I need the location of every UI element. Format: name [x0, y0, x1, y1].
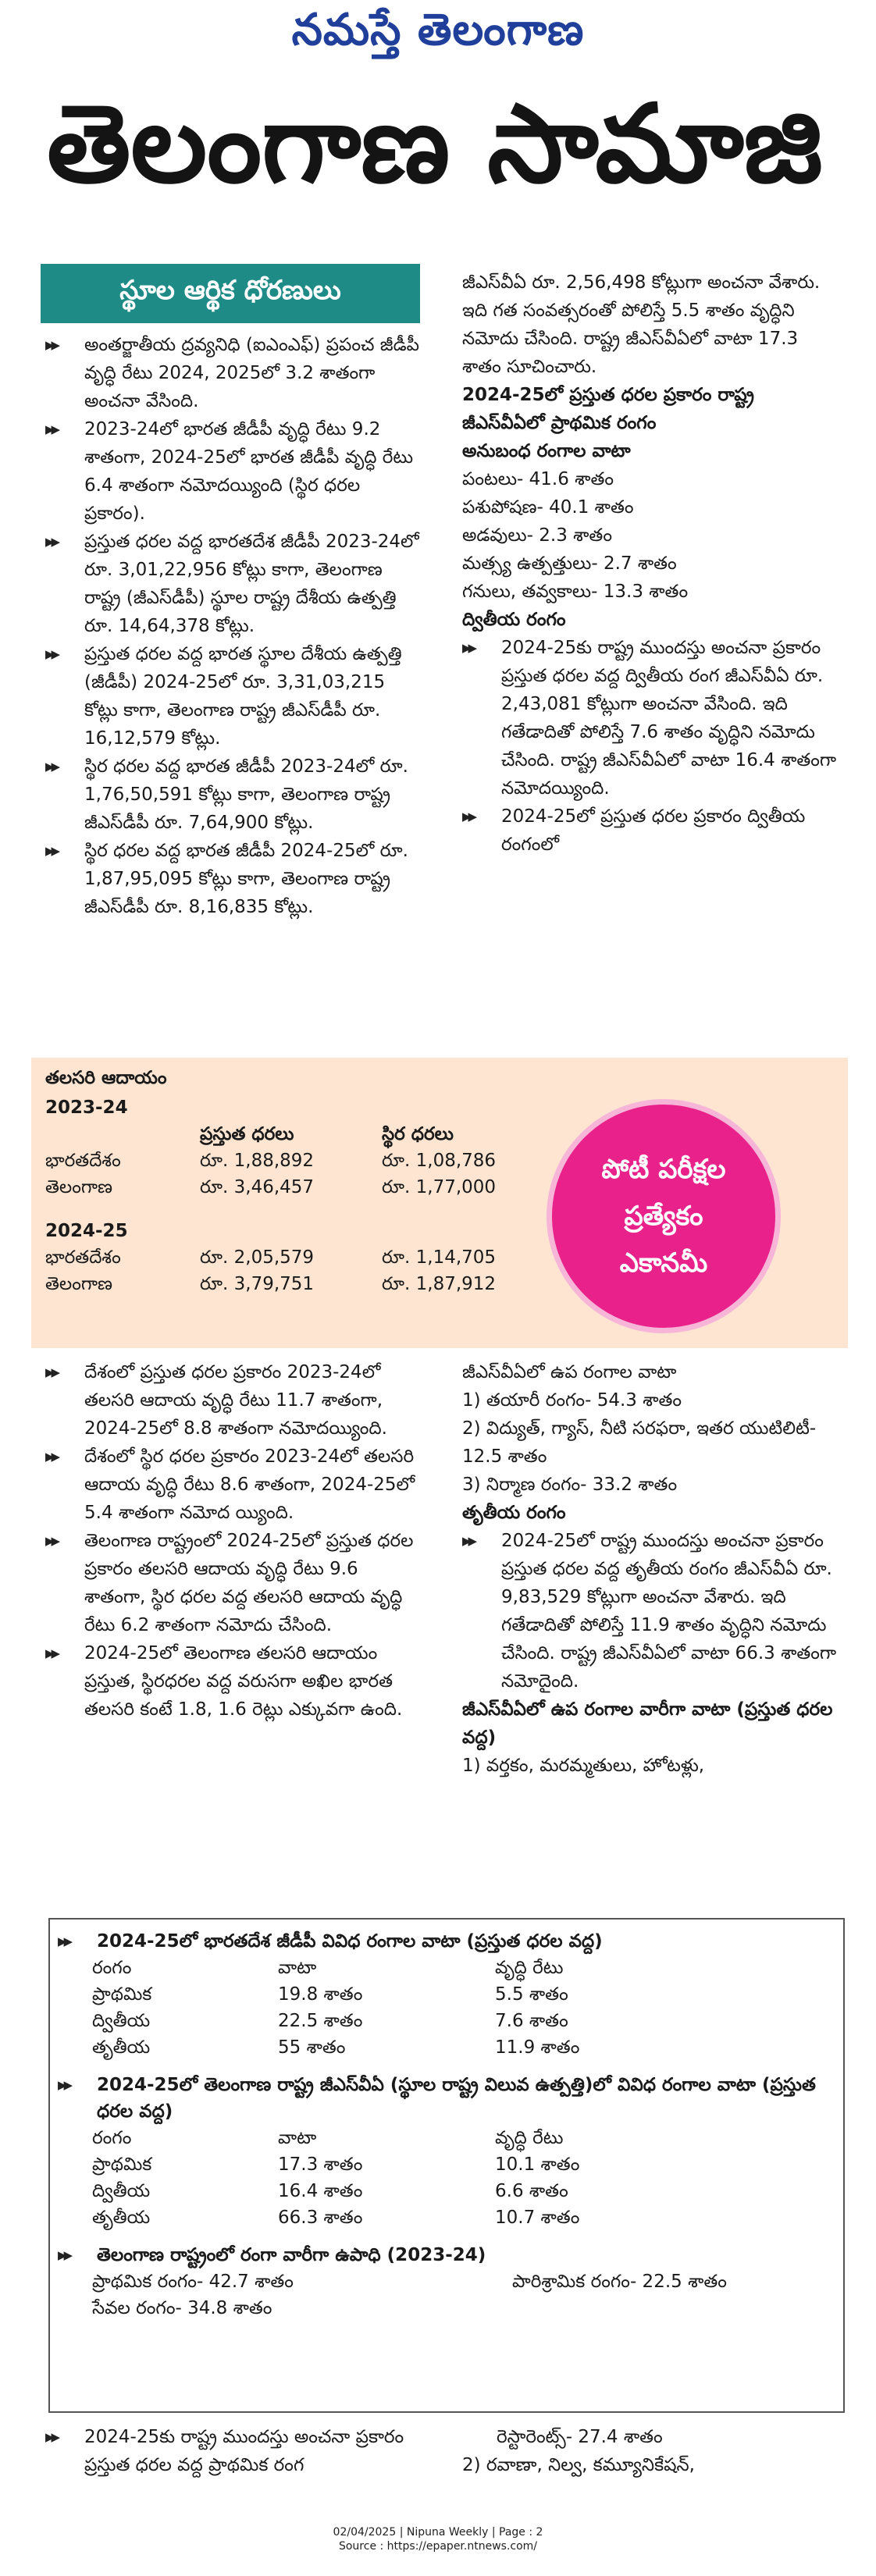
badge-line: ఎకానమీ — [619, 1247, 708, 1279]
value-cell: 19.8 శాతం — [278, 1984, 363, 2005]
table-row — [92, 2008, 593, 2034]
table-title: ▶▶ 2024-25లో తెలంగాణ రాష్ట్ర జీఎస్‌వీఏ (స్థూల రాష్ట్ర విలువ ఉత్పత్తి)లో వివిధ రంగాల వాటా (ప్రస్తుత ధరల వద్ద) — [58, 2072, 835, 2125]
right-column-bottom — [462, 2423, 841, 2479]
column-header: రంగం — [92, 2128, 132, 2148]
column-header: వాటా — [278, 2128, 317, 2148]
subheading: జీఎస్‌వీఏలో ఉప రంగాల వారీగా వాటా (ప్రస్తుత ధరల వద్ద) — [462, 1699, 833, 1748]
year-label: 2023-24 — [45, 1098, 128, 1118]
bullet-item: ▶▶ దేశంలో ప్రస్తుత ధరల ప్రకారం 2023-24లో తలసరి ఆదాయ వృద్ధి రేటు 11.7 శాతంగా, 2024-25లో 8.8 శాతంగా నమోదయ్యింది. — [45, 1358, 424, 1443]
share-line: గనులు, తవ్వకాలు- 13.3 శాతం — [462, 582, 689, 602]
sector-cell: తృతీయ — [92, 2208, 151, 2228]
employment-cell: సేవల రంగం- 34.8 శాతం — [92, 2298, 272, 2318]
employment-cell: ప్రాథమిక రంగం- 42.7 శాతం — [92, 2272, 294, 2292]
table-row — [45, 1174, 510, 1201]
bullet-item: ▶▶ 2024-25లో రాష్ట్ర ముందస్తు అంచనా ప్రకారం ప్రస్తుత ధరల వద్ద తృతీయ రంగం జీఎస్‌వీఏ రూ. 9,83,529 కోట్లుగా అంచనా వేశారు. ఇది గతేడాదితో పోలిస్తే 11.9 శాతం వృద్ధిని నమోదు చేసింది. రాష్ట్ర జీఎస్‌వీఏలో వాటా 66.3 శాతంగా నమోదైంది. — [462, 1527, 841, 1695]
share-line: 1) తయారీ రంగం- 54.3 శాతం — [462, 1390, 682, 1411]
footer-date-line: 02/04/2025 | Nipuna Weekly | Page : 2 — [333, 2526, 543, 2539]
table-row — [92, 2268, 741, 2295]
country-cell: తెలంగాణ — [45, 1274, 113, 1294]
column-header: రంగం — [92, 1958, 132, 1978]
employment-cell: పారిశ్రామిక రంగం- 22.5 శాతం — [512, 2272, 727, 2292]
year-label: 2024-25 — [45, 1221, 128, 1241]
india-gdp-table — [92, 1955, 593, 2061]
bullet-item: ▶▶ 2023-24లో భారత జీడీపీ వృద్ధి రేటు 9.2 శాతంగా, 2024-25లో భారత జీడీపీ వృద్ధి రేటు 6.4 శాతంగా నమోదయ్యింది (స్థిర ధరల ప్రకారం). — [45, 415, 424, 528]
numbered-line: రెస్టారెంట్స్- 27.4 శాతం — [497, 2427, 663, 2447]
left-column-upper — [45, 331, 424, 921]
column-header: వృద్ధి రేటు — [495, 1958, 564, 1978]
income-table-2024-25 — [45, 1244, 510, 1297]
table-row — [92, 2178, 593, 2204]
value-cell: రూ. 3,79,751 — [200, 1274, 315, 1294]
value-cell: 11.9 శాతం — [495, 2037, 580, 2058]
page-footer — [0, 2525, 876, 2553]
income-table-2023-24 — [45, 1121, 510, 1201]
badge-line: పోటీ పరీక్షల — [601, 1154, 726, 1185]
table-title: ▶▶ తెలంగాణ రాష్ట్రంలో రంగా వారీగా ఉపాధి (2023-24) — [58, 2242, 835, 2268]
value-cell: రూ. 1,08,786 — [382, 1151, 497, 1171]
subheading: ద్వితీయ రంగం — [462, 610, 566, 630]
bullet-item: ▶▶ 2024-25కు రాష్ట్ర ముందస్తు అంచనా ప్రకారం ప్రస్తుత ధరల వద్ద ద్వితీయ రంగ జీఎస్‌వీఏ రూ. 2,43,081 కోట్లుగా అంచనా వేసింది. ఇది గతేడాదితో పోలిస్తే 7.6 శాతం వృద్ధిని నమోదు చేసింది. రాష్ట్ర జీఎస్‌వీఏలో వాటా 16.4 శాతంగా నమోదయ్యింది. — [462, 634, 841, 802]
numbered-line: 1) వర్తకం, మరమ్మతులు, హోటళ్లు, — [462, 1756, 705, 1776]
right-column-middle — [462, 1358, 841, 1780]
bullet-item: ▶▶ 2024-25లో ప్రస్తుత ధరల ప్రకారం ద్వితీయ రంగంలో — [462, 802, 841, 859]
right-column-upper — [462, 269, 841, 859]
value-cell: 7.6 శాతం — [495, 2011, 568, 2031]
value-cell: 22.5 శాతం — [278, 2011, 363, 2031]
table-row — [92, 2034, 593, 2061]
numbered-line: 2) రవాణా, నిల్వ, కమ్యూనికేషన్, — [462, 2455, 695, 2475]
subheading: 2024-25లో ప్రస్తుత ధరల ప్రకారం రాష్ట్ర జీఎస్‌వీఏలో ప్రాథమిక రంగం — [462, 385, 754, 433]
page-headline: తెలంగాణ సామాజి — [47, 81, 823, 207]
column-header: వాటా — [278, 1958, 317, 1978]
left-column-bottom — [45, 2423, 424, 2479]
share-line: పశుపోషణ- 40.1 శాతం — [462, 497, 634, 518]
country-cell: భారతదేశం — [45, 1151, 121, 1171]
employment-table — [92, 2268, 741, 2322]
table-row — [45, 1271, 510, 1297]
share-line: పంటలు- 41.6 శాతం — [462, 469, 614, 489]
table-row — [45, 1147, 510, 1174]
value-cell: రూ. 3,46,457 — [200, 1177, 315, 1197]
masthead: నమస్తే తెలంగాణ — [291, 5, 585, 55]
table-title: ▶▶ 2024-25లో భారతదేశ జీడీపీ వివిధ రంగాల వాటా (ప్రస్తుత ధరల వద్ద) — [58, 1928, 835, 1955]
per-capita-income-content — [45, 1065, 529, 1297]
subheading: తృతీయ రంగం — [462, 1503, 566, 1523]
table-row — [92, 2151, 593, 2178]
section-title: స్థూల ఆర్థిక ధోరణులు — [41, 264, 420, 323]
bullet-item: ▶▶ అంతర్జాతీయ ద్రవ్యనిధి (ఐఎంఎఫ్) ప్రపంచ జీడీపీ వృద్ధి రేటు 2024, 2025లో 3.2 శాతంగా అంచనా వేసింది. — [45, 331, 424, 415]
country-cell: భారతదేశం — [45, 1247, 121, 1268]
value-cell: రూ. 1,88,892 — [200, 1151, 315, 1171]
footer-source-link[interactable]: Source : https://epaper.ntnews.com/ — [338, 2540, 538, 2553]
bullet-item: ▶▶ ప్రస్తుత ధరల వద్ద భారతదేశ జీడీపీ 2023-24లో రూ. 3,01,22,956 కోట్లు కాగా, తెలంగాణ రాష్ట్ర (జీఎస్‌డీపీ) స్థూల రాష్ట్ర దేశీయ ఉత్పత్తి రూ. 14,64,378 కోట్లు. — [45, 528, 424, 640]
table-row — [92, 1981, 593, 2008]
value-cell: 10.7 శాతం — [495, 2208, 580, 2228]
bullet-item: ▶▶ దేశంలో స్థిర ధరల ప్రకారం 2023-24లో తలసరి ఆదాయ వృద్ధి రేటు 8.6 శాతంగా, 2024-25లో 5.4 శాతంగా నమోద య్యింది. — [45, 1443, 424, 1527]
paragraph: జీఎస్‌వీఏలో ఉప రంగాల వాటా — [462, 1362, 677, 1382]
sector-cell: ద్వితీయ — [92, 2181, 151, 2201]
column-header: స్థిర ధరలు — [382, 1124, 454, 1144]
box-title: తలసరి ఆదాయం — [45, 1068, 167, 1088]
special-economy-badge — [547, 1099, 781, 1333]
country-cell: తెలంగాణ — [45, 1177, 113, 1197]
value-cell: రూ. 1,77,000 — [382, 1177, 497, 1197]
value-cell: రూ. 1,87,912 — [382, 1274, 497, 1294]
bullet-item: ▶▶ 2024-25లో తెలంగాణ తలసరి ఆదాయం ప్రస్తుత, స్థిరధరల వద్ద వరుసగా అఖిల భారత తలసరి కంటే 1.8, 1.6 రెట్లు ఎక్కువగా ఉంది. — [45, 1639, 424, 1724]
column-header: ప్రస్తుత ధరలు — [200, 1124, 294, 1144]
value-cell: 66.3 శాతం — [278, 2208, 363, 2228]
share-line: మత్స్య ఉత్పత్తులు- 2.7 శాతం — [462, 553, 677, 574]
value-cell: 16.4 శాతం — [278, 2181, 363, 2201]
sector-cell: ప్రాథమిక — [92, 2154, 152, 2175]
left-column-middle — [45, 1358, 424, 1724]
subheading: అనుబంధ రంగాల వాటా — [462, 441, 631, 461]
badge-line: ప్రత్యేకం — [624, 1201, 703, 1232]
value-cell: 17.3 శాతం — [278, 2154, 363, 2175]
sector-cell: ప్రాథమిక — [92, 1984, 152, 2005]
telangana-gsva-table — [92, 2125, 593, 2231]
value-cell: రూ. 1,14,705 — [382, 1247, 497, 1268]
share-line: 3) నిర్మాణ రంగం- 33.2 శాతం — [462, 1475, 678, 1495]
table-row — [92, 2295, 741, 2322]
bullet-item: ▶▶ స్థిర ధరల వద్ద భారత జీడీపీ 2023-24లో రూ. 1,76,50,591 కోట్లు కాగా, తెలంగాణ రాష్ట్ర జీఎస్‌డీపీ రూ. 7,64,900 కోట్లు. — [45, 753, 424, 837]
bullet-item: ▶▶ తెలంగాణ రాష్ట్రంలో 2024-25లో ప్రస్తుత ధరల ప్రకారం తలసరి ఆదాయ వృద్ధి రేటు 9.6 శాతంగా, స్థిర ధరల వద్ద తలసరి ఆదాయ వృద్ధి రేటు 6.2 శాతంగా నమోదు చేసింది. — [45, 1527, 424, 1639]
bullet-item: ▶▶ ప్రస్తుత ధరల వద్ద భారత స్థూల దేశీయ ఉత్పత్తి (జీడీపీ) 2024-25లో రూ. 3,31,03,215 కోట్లు కాగా, తెలంగాణ రాష్ట్ర జీఎస్‌డీపీ రూ. 16,12,579 కోట్లు. — [45, 640, 424, 753]
paragraph: జీఎస్‌వీఏ రూ. 2,56,498 కోట్లుగా అంచనా వేశారు. ఇది గత సంవత్సరంతో పోలిస్తే 5.5 శాతం వృద్ధిని నమోదు చేసింది. రాష్ట్ర జీఎస్‌వీఏలో వాటా 17.3 శాతం సూచించారు. — [462, 272, 821, 377]
sector-share-content — [58, 1928, 835, 2322]
share-line: అడవులు- 2.3 శాతం — [462, 525, 612, 546]
bullet-item: ▶▶ స్థిర ధరల వద్ద భారత జీడీపీ 2024-25లో రూ. 1,87,95,095 కోట్లు కాగా, తెలంగాణ రాష్ట్ర జీఎస్‌డీపీ రూ. 8,16,835 కోట్లు. — [45, 837, 424, 921]
table-row — [45, 1244, 510, 1271]
sector-cell: ద్వితీయ — [92, 2011, 151, 2031]
value-cell: 10.1 శాతం — [495, 2154, 580, 2175]
value-cell: 6.6 శాతం — [495, 2181, 568, 2201]
value-cell: రూ. 2,05,579 — [200, 1247, 315, 1268]
column-header: వృద్ధి రేటు — [495, 2128, 564, 2148]
share-line: 2) విద్యుత్, గ్యాస్, నీటి సరఫరా, ఇతర యుటిలిటీ- 12.5 శాతం — [462, 1418, 817, 1467]
value-cell: 5.5 శాతం — [495, 1984, 568, 2005]
table-row — [92, 2204, 593, 2231]
bullet-item: ▶▶ 2024-25కు రాష్ట్ర ముందస్తు అంచనా ప్రకారం ప్రస్తుత ధరల వద్ద ప్రాథమిక రంగ — [45, 2423, 424, 2479]
value-cell: 55 శాతం — [278, 2037, 346, 2058]
sector-cell: తృతీయ — [92, 2037, 151, 2058]
